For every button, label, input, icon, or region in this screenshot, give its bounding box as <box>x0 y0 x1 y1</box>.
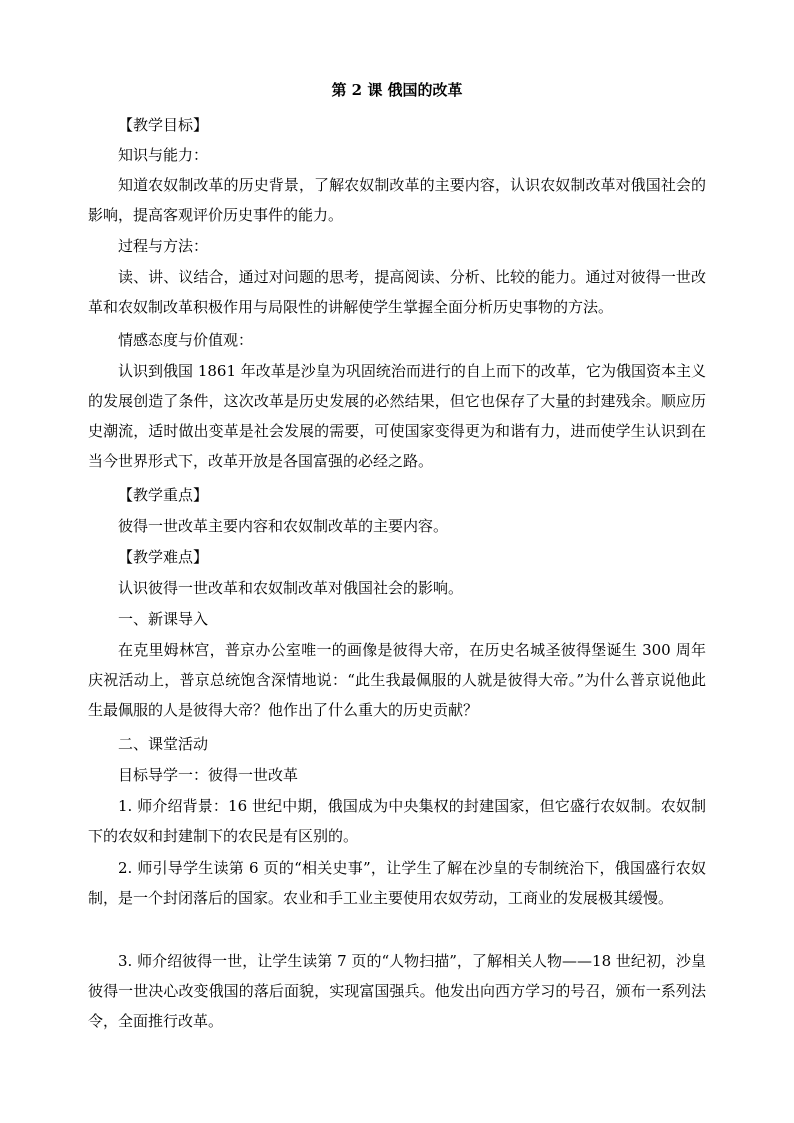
paragraph-item-1: 1. 师介绍背景：16 世纪中期，俄国成为中央集权的封建国家，但它盛行农奴制。农奴制下的农奴和封建制下的农民是有区别的。 <box>88 797 706 845</box>
paragraph-item-3: 3. 师介绍彼得一世，让学生读第 7 页的“人物扫描”，了解相关人物——18 世纪初，沙皇彼得一世决心改变俄国的落后面貌，实现富国强兵。他发出向西方学习的号召，颁布一系列法令，全面推行改革。 <box>88 952 706 1030</box>
subheading-values: 情感态度与价值观： <box>118 331 254 349</box>
paragraph-introduction: 在克里姆林宫，普京办公室唯一的画像是彼得大帝，在历史名城圣彼得堡诞生 300 周年庆祝活动上，普京总统饱含深情地说：“此生我最佩服的人就是彼得大帝。”为什么普京说他此生最佩服的人是彼得大帝？他作出了什么重大的历史贡献？ <box>88 641 706 719</box>
paragraph-process: 读、讲、议结合，通过对问题的思考，提高阅读、分析、比较的能力。通过对彼得一世改革和农奴制改革积极作用与局限性的讲解使学生掌握全面分析历史事物的方法。 <box>88 268 706 316</box>
paragraph-values: 认识到俄国 1861 年改革是沙皇为巩固统治而进行的自上而下的改革，它为俄国资本主义的发展创造了条件，这次改革是历史发展的必然结果，但它也保存了大量的封建残余。顺应历史潮流，适时做出变革是社会发展的需要，可使国家变得更为和谐有力，进而使学生认识到在当今世界形式下，改革开放是各国富强的必经之路。 <box>88 362 706 470</box>
subheading-knowledge: 知识与能力： <box>118 146 209 164</box>
paragraph-key-points: 彼得一世改革主要内容和农奴制改革的主要内容。 <box>118 517 449 535</box>
paragraph-difficulties: 认识彼得一世改革和农奴制改革对俄国社会的影响。 <box>118 579 464 597</box>
paragraph-knowledge: 知道农奴制改革的历史背景，了解农奴制改革的主要内容，认识农奴制改革对俄国社会的影响，提高客观评价历史事件的能力。 <box>88 176 706 224</box>
subheading-process: 过程与方法： <box>118 237 209 255</box>
section-heading-difficulties: 【教学难点】 <box>118 548 209 566</box>
section-heading-introduction: 一、新课导入 <box>118 610 209 628</box>
section-heading-activities: 二、课堂活动 <box>118 735 209 753</box>
paragraph-item-2: 2. 师引导学生读第 6 页的“相关史事”，让学生了解在沙皇的专制统治下，俄国盛行农奴制，是一个封闭落后的国家。农业和手工业主要使用农奴劳动，工商业的发展极其缓慢。 <box>88 859 706 907</box>
page-title: 第 2 课 俄国的改革 <box>331 81 463 99</box>
subheading-goal-one: 目标导学一：彼得一世改革 <box>118 766 299 784</box>
section-heading-key-points: 【教学重点】 <box>118 486 209 504</box>
section-heading-objectives: 【教学目标】 <box>118 116 209 134</box>
